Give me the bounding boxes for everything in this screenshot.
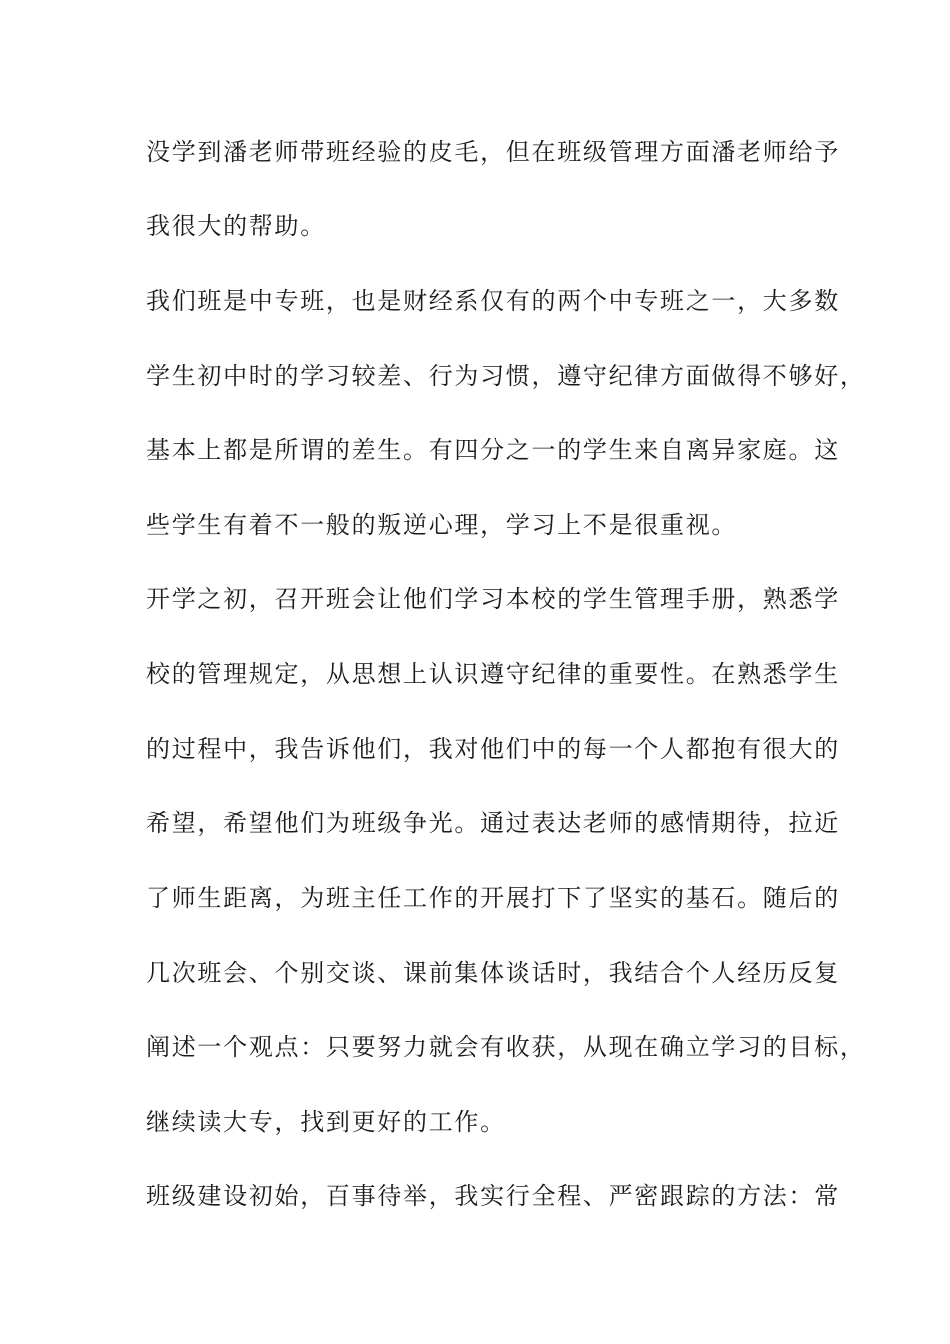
text-line: 希望，希望他们为班级争光。通过表达老师的感情期待，拉近	[146, 809, 840, 837]
text-line: 我很大的帮助。	[146, 212, 326, 240]
text-line: 开学之初，召开班会让他们学习本校的学生管理手册，熟悉学	[146, 585, 840, 613]
text-line: 学生初中时的学习较差、行为习惯，遵守纪律方面做得不够好，	[146, 362, 866, 390]
text-line: 几次班会、个别交谈、课前集体谈话时，我结合个人经历反复	[146, 959, 840, 987]
text-line: 我们班是中专班，也是财经系仅有的两个中专班之一，大多数	[146, 287, 840, 315]
text-line: 没学到潘老师带班经验的皮毛，但在班级管理方面潘老师给予	[146, 138, 840, 166]
text-line: 基本上都是所谓的差生。有四分之一的学生来自离异家庭。这	[146, 436, 840, 464]
text-line: 阐述一个观点：只要努力就会有收获，从现在确立学习的目标，	[146, 1033, 866, 1061]
text-line: 班级建设初始，百事待举，我实行全程、严密跟踪的方法：常	[146, 1182, 840, 1210]
text-line: 校的管理规定，从思想上认识遵守纪律的重要性。在熟悉学生	[146, 660, 840, 688]
text-line: 些学生有着不一般的叛逆心理，学习上不是很重视。	[146, 511, 738, 539]
text-line: 的过程中，我告诉他们，我对他们中的每一个人都抱有很大的	[146, 735, 840, 763]
text-line: 了师生距离，为班主任工作的开展打下了坚实的基石。随后的	[146, 884, 840, 912]
text-line: 继续读大专，找到更好的工作。	[146, 1108, 506, 1136]
